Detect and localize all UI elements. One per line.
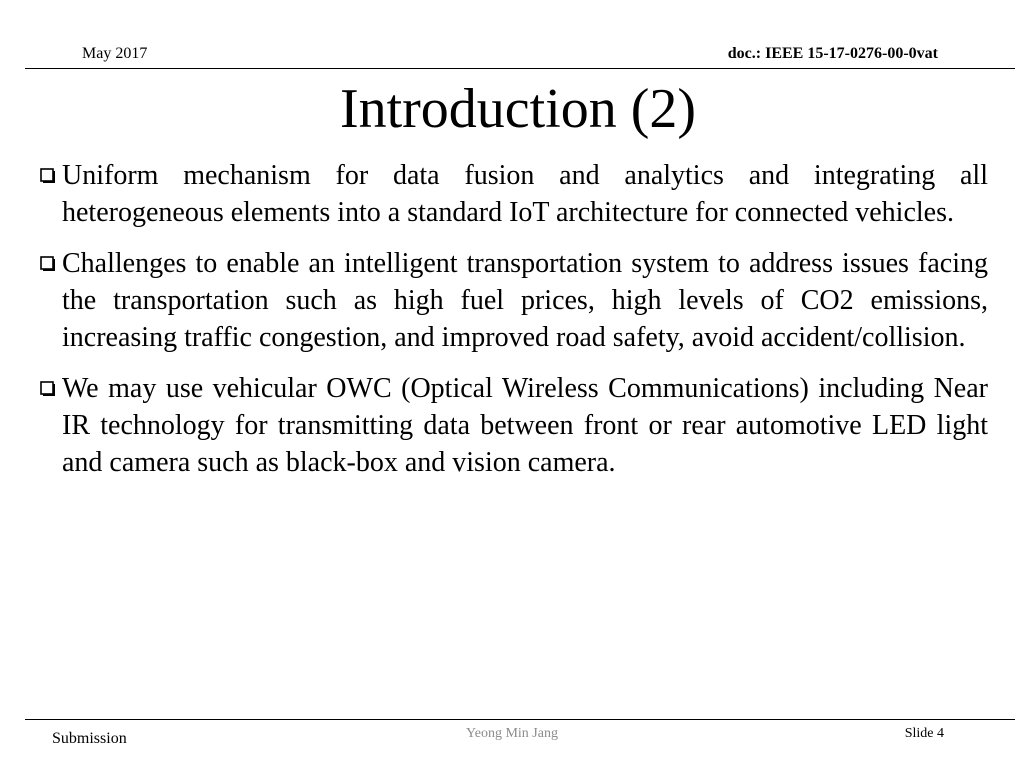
bullet-text: We may use vehicular OWC (Optical Wireless Communications) including Near IR technology for transmitting data between front or rear automotive LED light and camera such as black-box and vision camera.	[62, 373, 988, 478]
checkbox-bullet-icon	[37, 370, 59, 407]
slide-title: Introduction (2)	[339, 78, 697, 140]
footer-divider	[25, 719, 1015, 720]
header-date: May 2017	[82, 45, 148, 62]
bullet-text: Challenges to enable an intelligent transportation system to address issues facing the transportation such as high fuel prices, high levels of CO2 emissions, increasing traffic congestion, and improved road safety, avoid accident/collision.	[62, 248, 988, 353]
bullet-item	[36, 157, 988, 231]
checkbox-bullet-icon	[37, 157, 59, 194]
bullet-text: Uniform mechanism for data fusion and analytics and integrating all heterogeneous elements into a standard IoT architecture for connected vehicles.	[62, 160, 988, 228]
header-divider	[25, 68, 1015, 69]
checkbox-bullet-icon	[37, 245, 59, 282]
footer-slide-number: Slide 4	[904, 726, 944, 741]
bullet-item	[36, 370, 988, 481]
bullet-item	[36, 245, 988, 356]
footer-submission: Submission	[52, 730, 127, 747]
header-doc-id: doc.: IEEE 15-17-0276-00-0vat	[727, 45, 938, 62]
footer-author: Yeong Min Jang	[466, 726, 558, 741]
bullet-list	[36, 157, 988, 495]
